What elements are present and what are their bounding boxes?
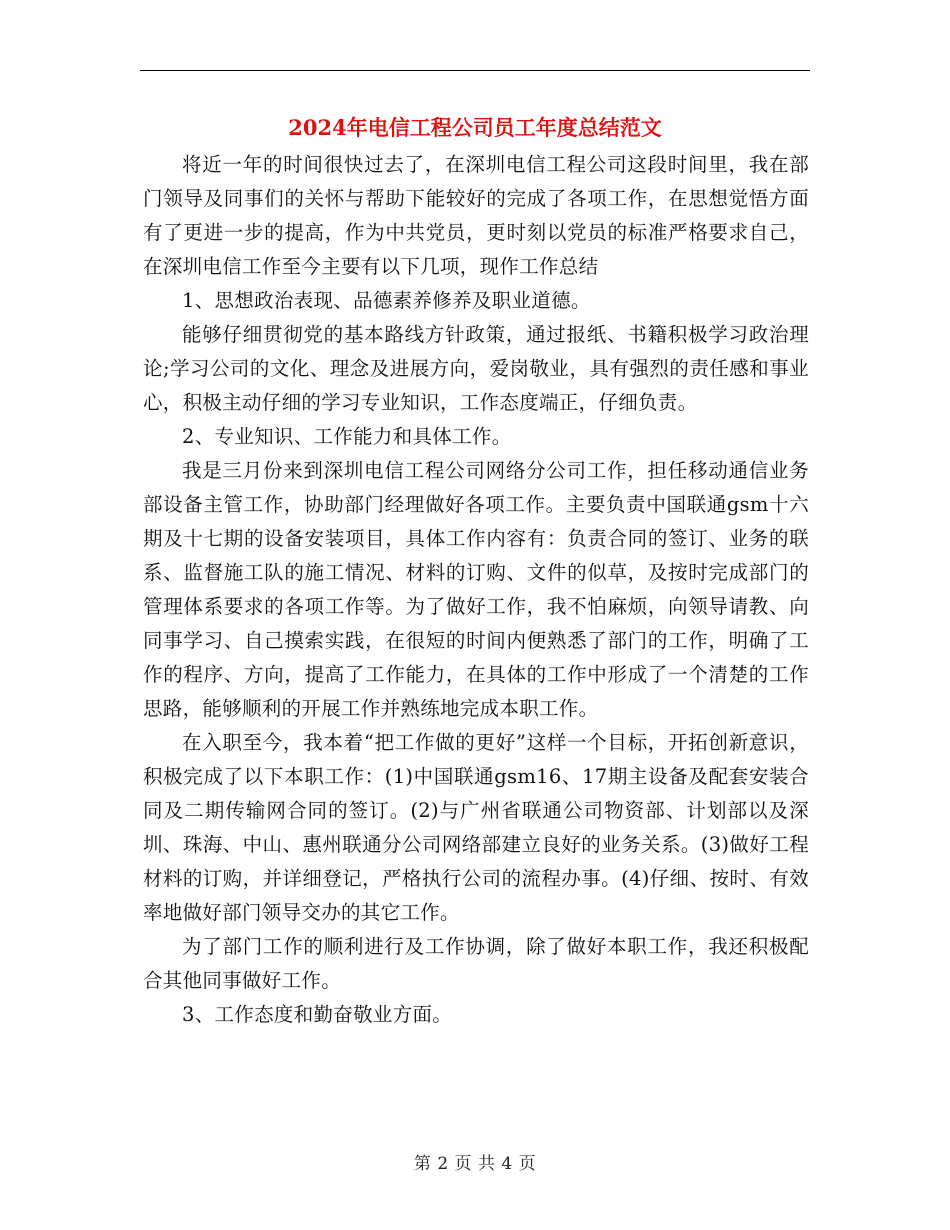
page-number-footer: 第 2 页 共 4 页 xyxy=(413,1154,537,1174)
paragraph-intro: 将近一年的时间很快过去了，在深圳电信工程公司这段时间里，我在部门领导及同事们的关怀与帮助下能较好的完成了各项工作，在思想觉悟方面有了更进一步的提高，作为中共党员，更时刻以党员的标准严格要求自己，在深圳电信工作至今主要有以下几项，现作工作总结 xyxy=(143,153,809,278)
header-rule xyxy=(140,70,810,71)
section-heading-3: 3、工作态度和勤奋敬业方面。 xyxy=(182,1003,453,1026)
section-heading-2: 2、专业知识、工作能力和具体工作。 xyxy=(182,425,512,448)
document-body xyxy=(143,148,809,1032)
paragraph-politics: 能够仔细贯彻党的基本路线方针政策，通过报纸、书籍积极学习政治理论;学习公司的文化、理念及进展方向，爱岗敬业，具有强烈的责任感和事业心，积极主动仔细的学习专业知识，工作态度端正，仔细负责。 xyxy=(143,323,809,414)
paragraph-work: 我是三月份来到深圳电信工程公司网络分公司工作，担任移动通信业务部设备主管工作，协助部门经理做好各项工作。主要负责中国联通gsm十六期及十七期的设备安装项目，具体工作内容有：负责合同的签订、业务的联系、监督施工队的施工情况、材料的订购、文件的似草，及按时完成部门的管理体系要求的各项工作等。为了做好工作，我不怕麻烦，向领导请教、向同事学习、自己摸索实践，在很短的时间内便熟悉了部门的工作，明确了工作的程序、方向，提高了工作能力，在具体的工作中形成了一个清楚的工作思路，能够顺利的开展工作并熟练地完成本职工作。 xyxy=(143,459,809,720)
document-title: 2024年电信工程公司员工年度总结范文 xyxy=(288,115,662,140)
paragraph-cooperation: 为了部门工作的顺利进行及工作协调，除了做好本职工作，我还积极配合其他同事做好工作。 xyxy=(143,935,809,992)
paragraph-achievements: 在入职至今，我本着“把工作做的更好”这样一个目标，开拓创新意识，积极完成了以下本职工作：(1)中国联通gsm16、17期主设备及配套安装合同及二期传输网合同的签订。(2)与广州省联通公司物资部、计划部以及深圳、珠海、中山、惠州联通分公司网络部建立良好的业务关系。(3)做好工程材料的订购，并详细登记，严格执行公司的流程办事。(4)仔细、按时、有效率地做好部门领导交办的其它工作。 xyxy=(143,731,809,924)
section-heading-1: 1、思想政治表现、品德素养修养及职业道德。 xyxy=(182,289,591,312)
